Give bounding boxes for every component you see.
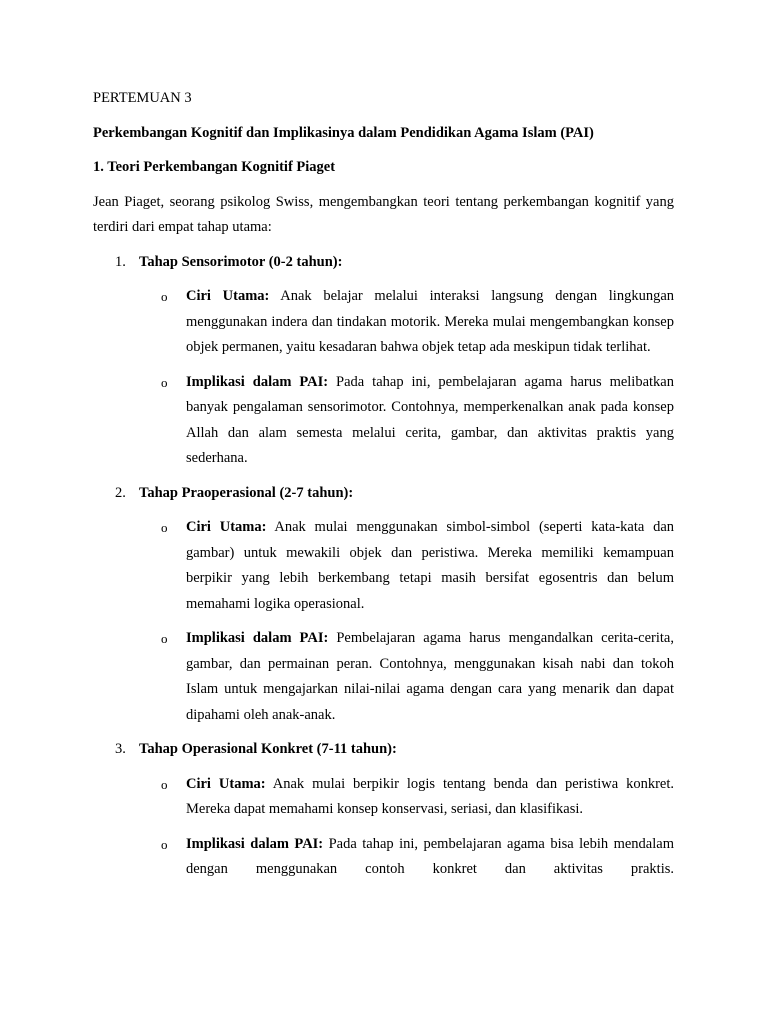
- bullet-circle-icon: o: [161, 836, 168, 852]
- ciri-text: Anak mulai menggunakan simbol-simbol (seperti kata-kata dan gambar) untuk mewakili objek dan peristiwa. Mereka memiliki kemampuan berpikir yang lebih berkembang tetapi masih bersifat egosentris dan belum memahami logika operasional.: [186, 519, 675, 612]
- bullet-circle-icon: o: [161, 520, 168, 535]
- bullet-ciri-utama: [93, 284, 674, 361]
- stage-item-2: [93, 481, 674, 507]
- bullet-circle-icon: o: [161, 374, 168, 390]
- ciri-text: Anak belajar melalui interaksi langsung dengan lingkungan menggunakan indera dan tindakan motorik. Mereka mulai mengembangkan konsep objek permanen, yaitu kesadaran bahwa objek tetap ada meskipun tidak terlihat.: [186, 288, 675, 355]
- implikasi-label: Implikasi dalam PAI:: [186, 373, 329, 390]
- stage-item-3: [93, 737, 674, 763]
- document-content: [93, 86, 674, 892]
- stage-number: 1.: [115, 253, 126, 270]
- stage-title: Tahap Operasional Konkret (7-11 tahun):: [139, 741, 397, 757]
- implikasi-text: Pada tahap ini, pembelajaran agama harus melibatkan banyak pengalaman sensorimotor. Contohnya, memperkenalkan anak pada konsep Allah dan alam semesta melalui cerita, gambar, dan aktivitas praktis yang sederhana.: [186, 373, 674, 466]
- stage-item-1: [93, 250, 674, 276]
- bullet-circle-icon: o: [161, 776, 168, 792]
- implikasi-label: Implikasi dalam PAI:: [186, 835, 324, 852]
- stage-number: 3.: [115, 741, 126, 757]
- implikasi-label: Implikasi dalam PAI:: [186, 630, 329, 646]
- bullet-implikasi: [93, 370, 674, 472]
- ciri-label: Ciri Utama:: [186, 519, 267, 535]
- document-title: Perkembangan Kognitif dan Implikasinya dalam Pendidikan Agama Islam (PAI): [93, 124, 594, 141]
- bullet-ciri-utama: [93, 772, 674, 823]
- section-heading: 1. Teori Perkembangan Kognitif Piaget: [93, 159, 336, 175]
- ciri-text: Anak mulai berpikir logis tentang benda dan peristiwa konkret. Mereka dapat memahami konsep konservasi, seriasi, dan klasifikasi.: [186, 775, 674, 817]
- bullet-circle-icon: o: [161, 289, 168, 304]
- implikasi-text: Pada tahap ini, pembelajaran agama bisa lebih mendalam dengan menggunakan contoh konkret dan aktivitas praktis.: [186, 835, 674, 877]
- meeting-label: PERTEMUAN 3: [93, 90, 192, 106]
- bullet-implikasi: [93, 626, 674, 728]
- intro-paragraph: Jean Piaget, seorang psikolog Swiss, mengembangkan teori tentang perkembangan kognitif yang terdiri dari empat tahap utama:: [93, 193, 674, 235]
- ciri-label: Ciri Utama:: [186, 288, 270, 304]
- stage-number: 2.: [115, 484, 126, 501]
- bullet-implikasi: [93, 832, 674, 883]
- stage-title: Tahap Sensorimotor (0-2 tahun):: [139, 253, 343, 270]
- stage-title: Tahap Praoperasional (2-7 tahun):: [139, 484, 354, 501]
- implikasi-text: Pembelajaran agama harus mengandalkan cerita-cerita, gambar, dan permainan peran. Contohnya, menggunakan kisah nabi dan tokoh Islam untuk mengajarkan nilai-nilai agama dengan cara yang menarik dan dapat dipahami oleh anak-anak.: [186, 630, 674, 723]
- bullet-circle-icon: o: [161, 631, 168, 646]
- bullet-ciri-utama: [93, 515, 674, 617]
- ciri-label: Ciri Utama:: [186, 775, 266, 792]
